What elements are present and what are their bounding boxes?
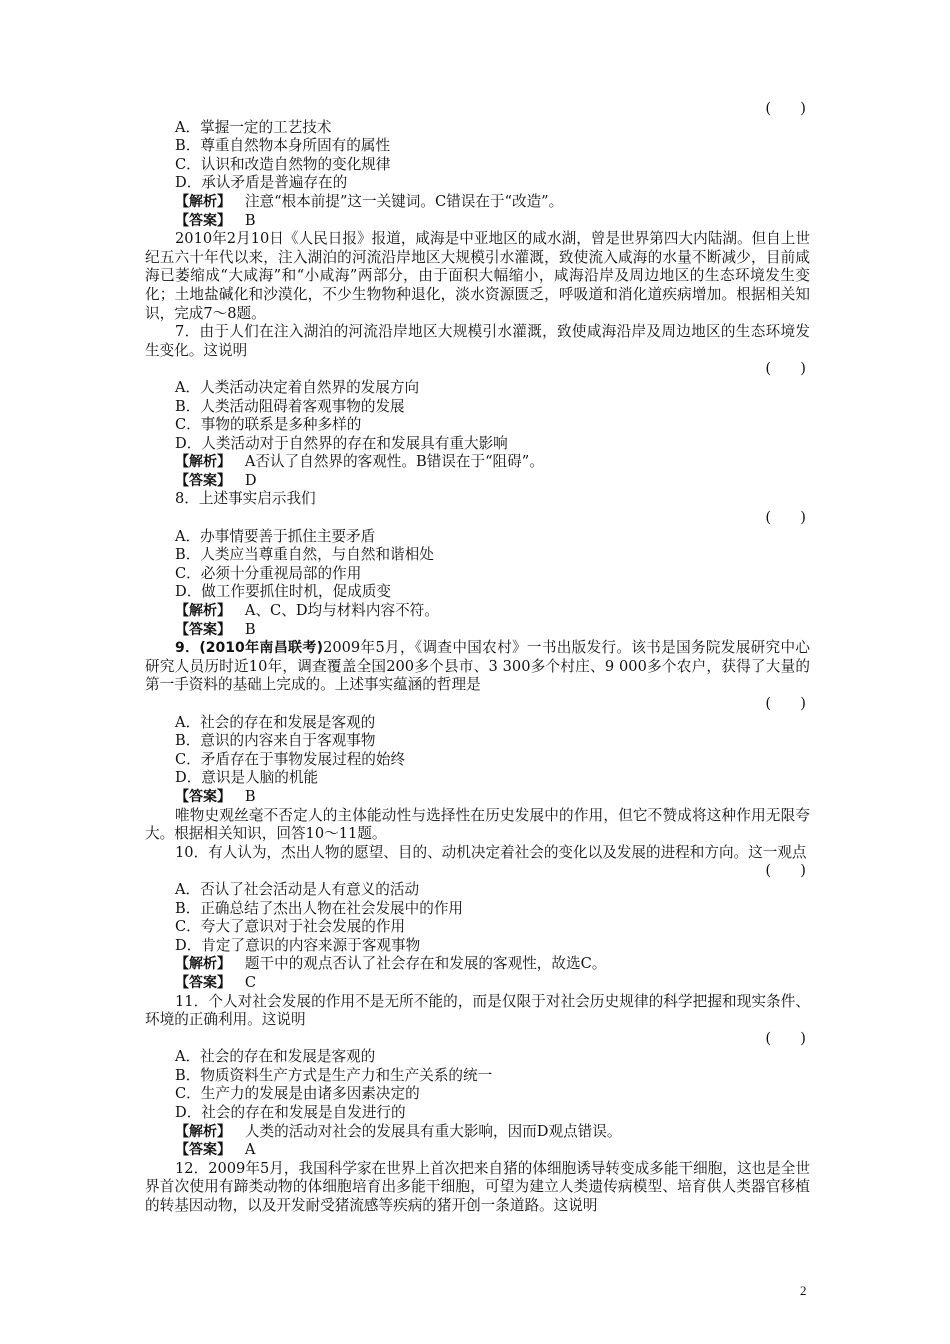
answer-line: [145, 621, 810, 640]
question-stem-text: 2009年5月，《调查中国农村》一书出版发行。该书是国务院发展研究中心研究人员历时近10年，调查覆盖全国200多个县市、3 300多个村庄、9 000多个农户，获得了大量的第一手资料的基础上完成的。上述事实蕴涵的哲理是: [145, 639, 810, 694]
option-c: C．矛盾存在于事物发展过程的始终: [175, 750, 406, 768]
answer-line: [145, 974, 810, 993]
option-d: D．人类活动对于自然界的存在和发展具有重大影响: [175, 434, 508, 452]
option-b: B．意识的内容来自于客观事物: [175, 732, 376, 750]
material-paragraph: 2010年2月10日《人民日报》报道，咸海是中亚地区的咸水湖，曾是世界第四大内陆湖。但自上世纪五六十年代以来，注入湖泊的河流沿岸地区大规模引水灌溉，致使流入咸海的水量不断减少，目前咸海已萎缩成“大咸海”和“小咸海”两部分，由于面积大幅缩小，咸海沿岸及周边地区的生态环境发生变化；土地盐碱化和沙漠化，不少生物物种退化，淡水资源匮乏，呼吸道和消化道疾病增加。根据相关知识，完成7～8题。: [145, 230, 810, 322]
answer-paren: ( ): [765, 100, 806, 117]
option-a: A．社会的存在和发展是客观的: [175, 713, 376, 731]
option-b: B．人类活动阻碍着客观事物的发展: [175, 397, 405, 415]
analysis-tag: 【解析】: [175, 1123, 231, 1140]
question-source: 9．(2010年南昌联考): [175, 640, 324, 657]
question-stem: [145, 639, 810, 695]
option-b: B．物质资料生产方式是生产力和生产关系的统一: [175, 1066, 493, 1084]
answer-tag: 【答案】: [175, 974, 231, 991]
answer-text: B: [244, 620, 256, 638]
analysis-tag: 【解析】: [175, 454, 231, 471]
option-d: D．做工作要抓住时机，促成质变: [175, 583, 392, 601]
answer-line: [145, 1141, 810, 1160]
answer-paren: ( ): [765, 509, 806, 527]
answer-line: [145, 212, 810, 231]
option-c: C．夸大了意识对于社会发展的作用: [175, 918, 406, 936]
option-d: D．肯定了意识的内容来源于客观事物: [175, 936, 421, 954]
answer-paren: ( ): [765, 1029, 806, 1047]
option-c: C．事物的联系是多种多样的: [175, 416, 362, 434]
option-b: B．人类应当尊重自然，与自然和谐相处: [175, 546, 434, 564]
analysis-text: A、C、D均与材料内容不符。: [244, 602, 439, 620]
question-stem: 12．2009年5月，我国科学家在世界上首次把来自猪的体细胞诱导转变成多能干细胞，这也是全世界首次使用有蹄类动物的体细胞培育出多能干细胞，可望为建立人类遗传病模型、培育供人类器官移植的转基因动物，以及开发耐受猪流感等疾病的猪开创一条道路。这说明: [145, 1159, 810, 1215]
answer-tag: 【答案】: [175, 621, 231, 638]
answer-line: [145, 472, 810, 491]
answer-tag: 【答案】: [175, 212, 231, 229]
analysis-tag: 【解析】: [175, 956, 231, 973]
answer-tag: 【答案】: [175, 472, 231, 489]
question-stem: 10．有人认为，杰出人物的愿望、目的、动机决定着社会的变化以及发展的进程和方向。这一观点: [175, 843, 807, 861]
analysis-tag: 【解析】: [175, 603, 231, 620]
analysis-line: [145, 602, 810, 621]
option-d: D．承认矛盾是普遍存在的: [175, 174, 348, 192]
option-a: A．否认了社会活动是人有意义的活动: [175, 880, 420, 898]
option-a: A．掌握一定的工艺技术: [175, 118, 332, 136]
option-a: A．办事情要善于抓住主要矛盾: [175, 527, 376, 545]
analysis-line: [145, 193, 810, 212]
answer-tag: 【答案】: [175, 788, 231, 805]
option-c: C．认识和改造自然物的变化规律: [175, 155, 391, 173]
option-c: C．必须十分重视局部的作用: [175, 564, 362, 582]
analysis-text: A否认了自然界的客观性。B错误在于“阻碍”。: [244, 453, 544, 471]
analysis-line: [145, 453, 810, 472]
option-b: B．尊重自然物本身所固有的属性: [175, 137, 391, 155]
analysis-line: [145, 1123, 810, 1142]
option-d: D．社会的存在和发展是自发进行的: [175, 1104, 406, 1122]
question-stem: 8．上述事实启示我们: [175, 490, 316, 508]
answer-text: B: [244, 211, 256, 229]
document-body: [145, 100, 810, 1216]
option-d: D．意识是人脑的机能: [175, 769, 319, 787]
material-paragraph: 唯物史观丝毫不否定人的主体能动性与选择性在历史发展中的作用，但它不赞成将这种作用无限夸大。根据相关知识，回答10～11题。: [145, 806, 810, 843]
analysis-text: 人类的活动对社会的发展具有重大影响，因而D观点错误。: [244, 1122, 622, 1140]
analysis-line: [145, 955, 810, 974]
answer-line: [145, 788, 810, 807]
answer-paren: ( ): [765, 695, 806, 712]
question-stem: 11．个人对社会发展的作用不是无所不能的，而是仅限于对社会历史规律的科学把握和现实条件、环境的正确利用。这说明: [145, 992, 810, 1029]
question-stem: 7．由于人们在注入湖泊的河流沿岸地区大规模引水灌溉，致使咸海沿岸及周边地区的生态环境发生变化。这说明: [145, 323, 810, 359]
answer-tag: 【答案】: [175, 1142, 231, 1159]
answer-text: C: [244, 973, 257, 991]
option-b: B．正确总结了杰出人物在社会发展中的作用: [175, 899, 464, 917]
analysis-tag: 【解析】: [175, 193, 231, 210]
option-a: A．人类活动决定着自然界的发展方向: [175, 378, 420, 396]
analysis-text: 注意“根本前提”这一关键词。C错误在于“改造”。: [244, 192, 564, 210]
answer-text: B: [244, 787, 256, 805]
answer-text: D: [244, 471, 257, 489]
page-number: 2: [800, 1283, 807, 1298]
option-a: A．社会的存在和发展是客观的: [175, 1048, 376, 1066]
answer-text: A: [244, 1141, 256, 1159]
answer-paren: ( ): [765, 862, 806, 880]
answer-paren: ( ): [765, 360, 806, 378]
analysis-text: 题干中的观点否认了社会存在和发展的客观性，故选C。: [244, 955, 607, 973]
option-c: C．生产力的发展是由诸多因素决定的: [175, 1085, 420, 1103]
